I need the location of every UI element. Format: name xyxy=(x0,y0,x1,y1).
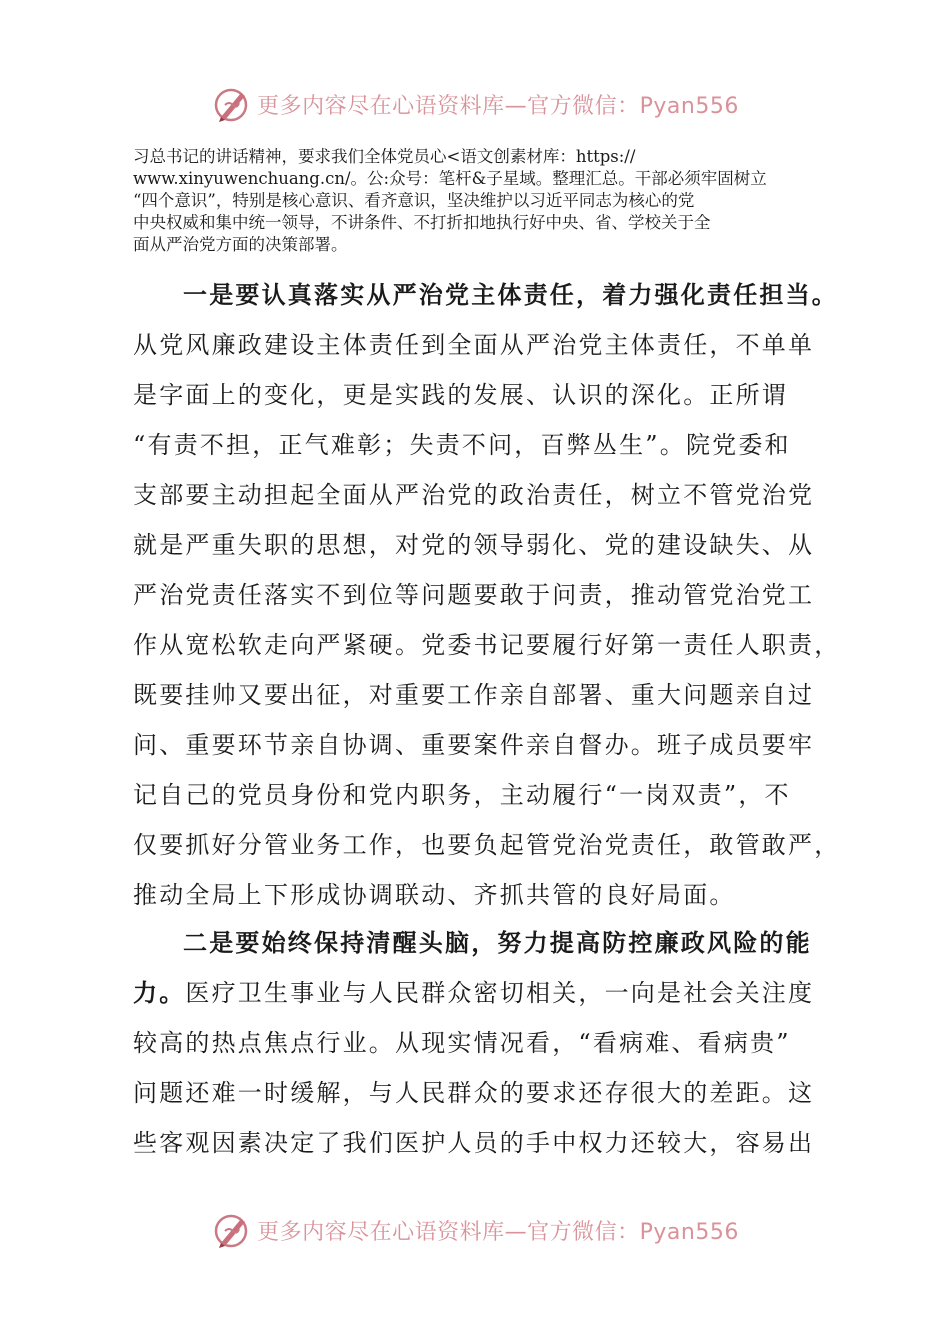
intro-line: 习总书记的讲话精神，要求我们全体党员心<语文创素材库：https:// xyxy=(133,147,636,166)
body-line: 问题还难一时缓解，与人民群众的要求还存很大的差距。这 xyxy=(133,1079,815,1107)
body-line: 是字面上的变化，更是实践的发展、认识的深化。正所谓 xyxy=(133,381,788,409)
body-line: 就是严重失职的思想，对党的领导弱化、党的建设缺失、从 xyxy=(133,531,815,559)
body-line: 较高的热点焦点行业。从现实情况看，“看病难、看病贵” xyxy=(133,1029,791,1057)
body-line: 些客观因素决定了我们医护人员的手中权力还较大，容易出 xyxy=(133,1129,815,1157)
body-line: 从党风廉政建设主体责任到全面从严治党主体责任，不单单 xyxy=(133,331,815,359)
intro-paragraph xyxy=(133,146,823,256)
intro-line: “四个意识”，特别是核心意识、看齐意识，坚决维护以习近平同志为核心的党 xyxy=(133,191,695,210)
body-line: 推动全局上下形成协调联动、齐抓共管的良好局面。 xyxy=(133,881,736,909)
body-line: 支部要主动担起全面从严治党的政治责任，树立不管党治党 xyxy=(133,481,815,509)
intro-line: 中央权威和集中统一领导，不讲条件、不打折扣地执行好中央、省、学校关于全 xyxy=(133,213,711,232)
banner-text: 更多内容尽在心语资料库—官方微信：Pyan556 xyxy=(257,1219,739,1245)
pen-logo-icon xyxy=(211,83,253,125)
section-two-heading-end: 力。 xyxy=(133,978,186,1007)
body-line: 仅要抓好分管业务工作，也要负起管党治党责任，敢管敢严， xyxy=(133,831,841,859)
body-line: 作从宽松软走向严紧硬。党委书记要履行好第一责任人职责， xyxy=(133,631,841,659)
body-line: 记自己的党员身份和党内职务，主动履行“一岗双责”，不 xyxy=(133,781,791,809)
body-line: 既要挂帅又要出征，对重要工作亲自部署、重大问题亲自过 xyxy=(133,681,815,709)
section-two-heading: 二是要始终保持清醒头脑，努力提高防控廉政风险的能 xyxy=(183,928,812,957)
banner-text: 更多内容尽在心语资料库—官方微信：Pyan556 xyxy=(257,93,739,119)
intro-line: www.xinyuwenchuang.cn/。公:众号：笔杆&子星域。整理汇总。干部必须牢固树立 xyxy=(133,169,767,188)
body-line: 问、重要环节亲自协调、重要案件亲自督办。班子成员要牢 xyxy=(133,731,815,759)
section-two-heading-continued xyxy=(133,968,813,1018)
section-one-heading: 一是要认真落实从严治党主体责任，着力强化责任担当。 xyxy=(183,280,838,309)
pen-logo-icon xyxy=(211,1209,253,1251)
section-two xyxy=(133,918,813,1168)
header-banner xyxy=(0,82,950,126)
body-line: 严治党责任落实不到位等问题要敢于问责，推动管党治党工 xyxy=(133,581,815,609)
intro-line: 面从严治党方面的决策部署。 xyxy=(133,235,348,254)
body-line-fragment: 医疗卫生事业与人民群众密切相关，一向是社会关注度 xyxy=(185,979,815,1007)
body-line: “有责不担，正气难彰；失责不问，百弊丛生”。院党委和 xyxy=(133,431,791,459)
footer-banner xyxy=(0,1208,950,1252)
section-one xyxy=(133,270,841,920)
